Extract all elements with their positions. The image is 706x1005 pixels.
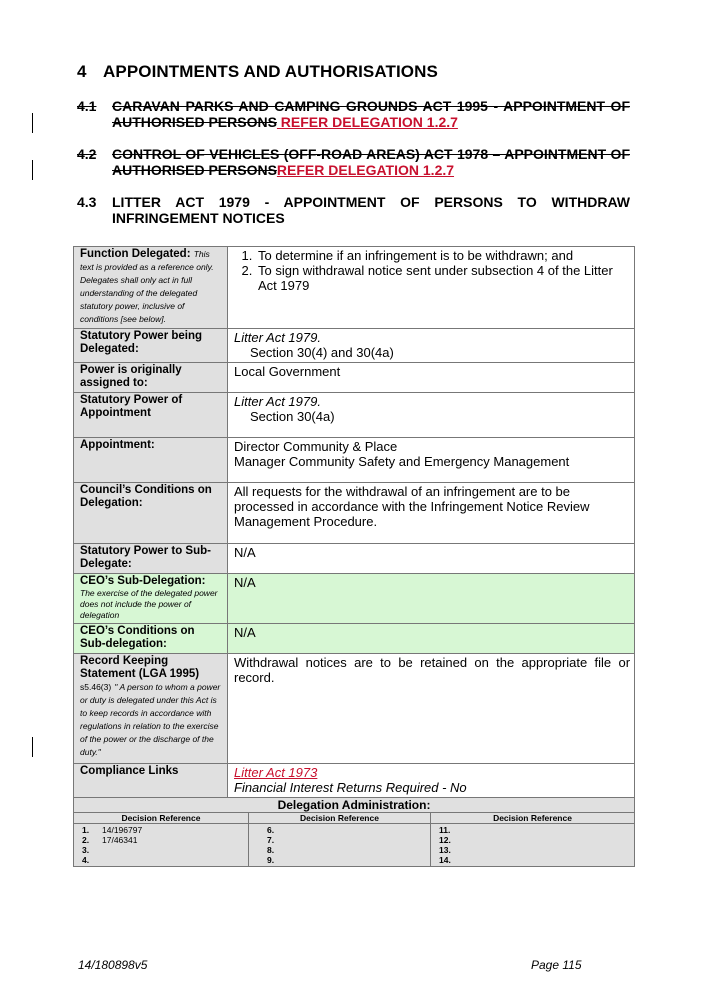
stat-power-value: [228, 329, 635, 363]
appoint-power-section: Section 30(4a): [250, 409, 335, 424]
function-label-cell: [74, 247, 228, 329]
row-appointment: [74, 438, 635, 483]
footer-page-number: Page 115: [531, 958, 582, 972]
subdelegate-label: Statutory Power to Sub-Delegate:: [74, 544, 228, 574]
function-item: 2. To sign withdrawal notice sent under subsection 4 of the Litter Act 1979: [256, 263, 630, 293]
decision-entry: 7.: [267, 835, 275, 845]
section-title: LITTER ACT 1979 - APPOINTMENT OF PERSONS TO WITHDRAW INFRINGEMENT NOTICES: [112, 194, 630, 226]
ceo-cond-value: N/A: [228, 624, 635, 654]
ceo-sub-label-cell: [74, 574, 228, 624]
compliance-label: Compliance Links: [74, 764, 228, 798]
originally-value: Local Government: [228, 363, 635, 393]
section-title: CARAVAN PARKS AND CAMPING GROUNDS ACT 1995 - APPOINTMENT OF AUTHORISED PERSONS: [112, 98, 630, 130]
row-decisions: [74, 824, 635, 867]
financial-interest-text: Financial Interest Returns Required - No: [234, 780, 467, 795]
litter-act-link[interactable]: Litter Act 1973: [234, 765, 318, 780]
stat-power-section: Section 30(4) and 30(4a): [250, 345, 394, 360]
footer-doc-ref: 14/180898v5: [78, 958, 148, 972]
delegation-ref-link[interactable]: REFER DELEGATION 1.2.7: [276, 162, 455, 178]
appointee: Director Community & Place: [234, 439, 398, 454]
row-decision-headers: [74, 813, 635, 824]
change-bar: [32, 737, 33, 757]
appointee: Manager Community Safety and Emergency Management: [234, 454, 570, 469]
decision-col-2: [249, 824, 431, 867]
subdelegate-value: N/A: [228, 544, 635, 574]
decision-col-3: [431, 824, 635, 867]
decision-header: Decision Reference: [74, 813, 249, 824]
row-compliance: [74, 764, 635, 798]
conditions-value: All requests for the withdrawal of an infringement are to be processed in accordance with the Infringement Notice Review Management Procedure.: [228, 483, 635, 544]
section-4-2: [77, 146, 630, 178]
appointment-value: [228, 438, 635, 483]
function-value: [228, 247, 635, 329]
record-ref: s5.46(3): [80, 682, 112, 692]
chapter-title: APPOINTMENTS AND AUTHORISATIONS: [103, 62, 438, 81]
section-4-3: [77, 194, 630, 226]
appointment-label: Appointment:: [74, 438, 228, 483]
originally-label: Power is originally assigned to:: [74, 363, 228, 393]
change-bar: [32, 160, 33, 180]
decision-entry: 13.: [439, 845, 451, 855]
decision-entry: 14.: [439, 855, 451, 865]
row-conditions: [74, 483, 635, 544]
row-originally: [74, 363, 635, 393]
decision-entry: 4.: [82, 855, 90, 865]
decision-entry: 3.: [82, 845, 90, 855]
row-ceo-sub: [74, 574, 635, 624]
decision-entry: 2. 17/46341: [82, 835, 138, 845]
function-note: This text is provided as a reference only. Delegates shall only act in full understanding of the delegated statutory power, inclusive of conditions [see below].: [80, 249, 214, 324]
row-ceo-cond: [74, 624, 635, 654]
section-number: 4.3: [77, 194, 97, 210]
record-note: " A person to whom a power or duty is delegated under this Act is to keep records in accordance with regulations in relation to the exercise of the power or the discharge of the duty.": [80, 682, 221, 757]
row-stat-power: [74, 329, 635, 363]
delegation-ref-link[interactable]: REFER DELEGATION 1.2.7: [276, 114, 458, 130]
conditions-label: Council’s Conditions on Delegation:: [74, 483, 228, 544]
ceo-sub-note: The exercise of the delegated power does not include the power of delegation: [80, 588, 218, 620]
ceo-cond-label: CEO’s Conditions on Sub-delegation:: [74, 624, 228, 654]
row-subdelegate: [74, 544, 635, 574]
stat-power-act: Litter Act 1979.: [234, 330, 321, 345]
record-label: Record Keeping Statement (LGA 1995): [80, 655, 200, 680]
change-bar: [32, 113, 33, 133]
chapter-heading: [77, 62, 438, 82]
decision-entry: 9.: [267, 855, 275, 865]
ceo-sub-value: N/A: [228, 574, 635, 624]
stat-power-label: Statutory Power being Delegated:: [74, 329, 228, 363]
decision-entry: 8.: [267, 845, 275, 855]
section-number: 4.1: [77, 98, 97, 114]
decision-header: Decision Reference: [431, 813, 635, 824]
row-appoint-power: [74, 393, 635, 438]
compliance-value: [228, 764, 635, 798]
row-function: [74, 247, 635, 329]
decision-entry: 6.: [267, 825, 275, 835]
admin-title: Delegation Administration:: [74, 798, 635, 813]
delegation-table: [73, 246, 635, 867]
record-label-cell: [74, 654, 228, 764]
appoint-power-value: [228, 393, 635, 438]
decision-header: Decision Reference: [249, 813, 431, 824]
decision-entry: 11.: [439, 825, 451, 835]
section-number: 4.2: [77, 146, 97, 162]
ceo-sub-label: CEO’s Sub-Delegation:: [80, 575, 206, 587]
decision-col-1: [74, 824, 249, 867]
function-label: Function Delegated:: [80, 248, 191, 260]
appoint-power-label: Statutory Power of Appointment: [74, 393, 228, 438]
decision-entry: 1. 14/196797: [82, 825, 143, 835]
appoint-power-act: Litter Act 1979.: [234, 394, 321, 409]
function-item: 1. To determine if an infringement is to be withdrawn; and: [256, 248, 630, 263]
decision-entry: 12.: [439, 835, 451, 845]
record-value: Withdrawal notices are to be retained on the appropriate file or record.: [228, 654, 635, 764]
section-4-1: [77, 98, 630, 130]
row-admin-title: [74, 798, 635, 813]
row-record: [74, 654, 635, 764]
chapter-number: 4: [77, 62, 87, 81]
section-title: CONTROL OF VEHICLES (OFF-ROAD AREAS) ACT 1978 – APPOINTMENT OF AUTHORISED PERSONS: [112, 146, 630, 178]
